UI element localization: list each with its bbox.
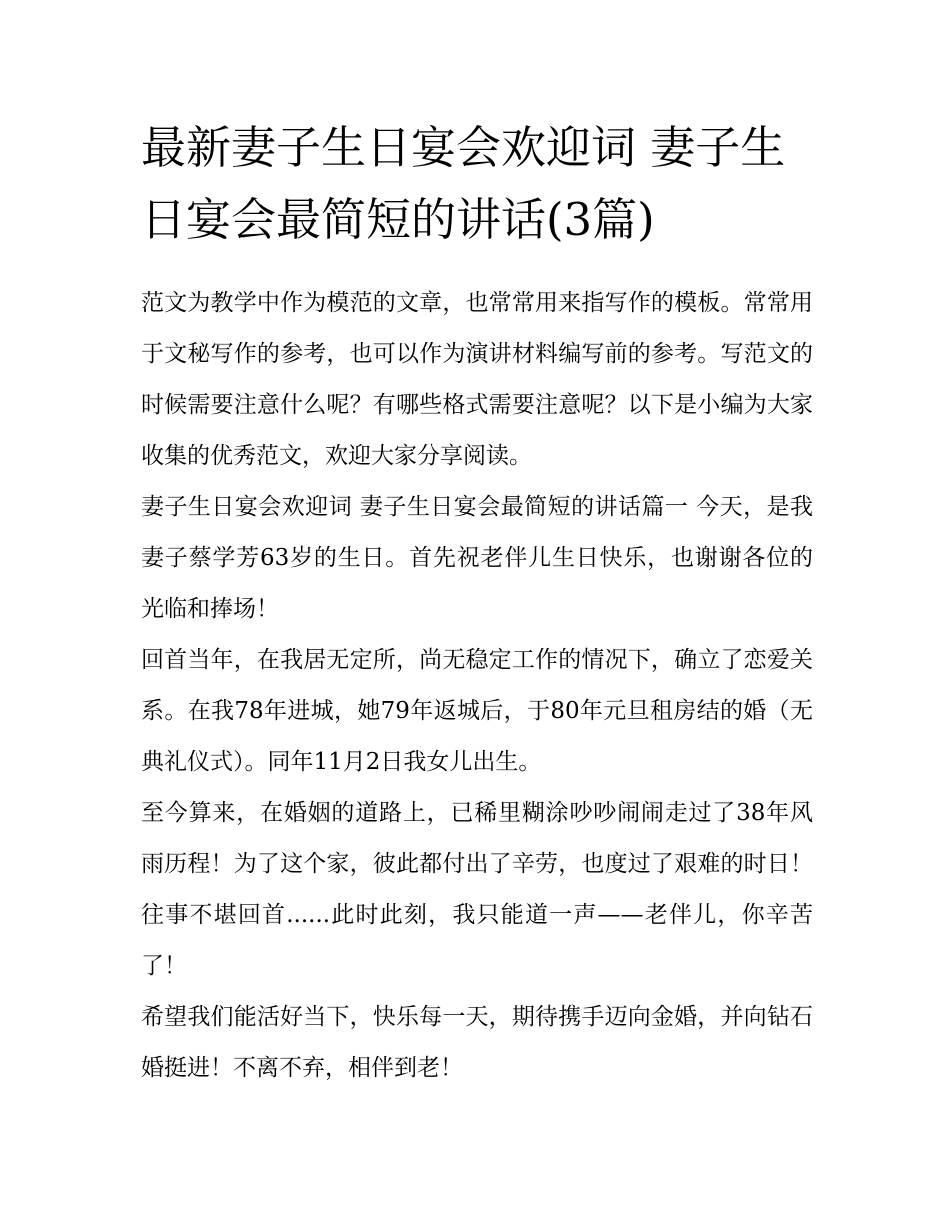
paragraph-wishes: 希望我们能活好当下，快乐每一天，期待携手迈向金婚，并向钻石婚挺进！不离不弃，相伴到老！ bbox=[141, 1004, 813, 1081]
paragraph-reflection: 至今算来，在婚姻的道路上，已稀里糊涂吵吵闹闹走过了38年风雨历程！为了这个家，彼此都付出了辛劳，也度过了艰难的时日！往事不堪回首......此时此刻，我只能道一声——老伴儿，你辛苦了！ bbox=[141, 800, 813, 979]
document-page bbox=[141, 112, 813, 1094]
document-title: 最新妻子生日宴会欢迎词 妻子生日宴会最简短的讲话(3篇) bbox=[141, 121, 786, 246]
paragraph-history: 回首当年，在我居无定所，尚无稳定工作的情况下，确立了恋爱关系。在我78年进城，她79年返城后，于80年元旦租房结的婚（无典礼仪式）。同年11月2日我女儿出生。 bbox=[141, 647, 813, 775]
paragraph-intro: 范文为教学中作为模范的文章，也常常用来指写作的模板。常常用于文秘写作的参考，也可以作为演讲材料编写前的参考。写范文的时候需要注意什么呢？有哪些格式需要注意呢？以下是小编为大家收集的优秀范文，欢迎大家分享阅读。 bbox=[141, 290, 813, 469]
paragraph-opening: 妻子生日宴会欢迎词 妻子生日宴会最简短的讲话篇一 今天，是我妻子蔡学芳63岁的生日。首先祝老伴儿生日快乐，也谢谢各位的光临和捧场！ bbox=[141, 494, 813, 622]
